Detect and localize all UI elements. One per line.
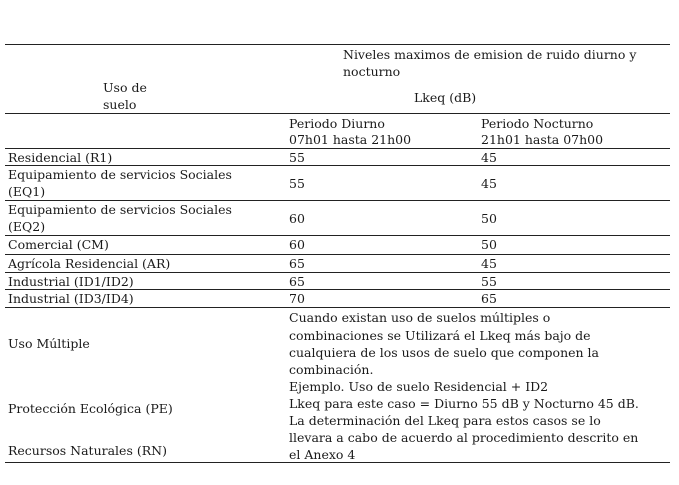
header-niveles-1: Niveles maximos de emision de ruido diurno y <box>343 47 637 62</box>
header-niveles-2: nocturno <box>343 64 401 79</box>
multi-note-line: Ejemplo. Uso de suelo Residencial + ID2 <box>289 379 549 394</box>
multi-note-line: Lkeq para este caso = Diurno 55 dB y Nocturno 45 dB. <box>289 396 639 411</box>
header-lkeq: Lkeq (dB) <box>414 90 477 105</box>
row-uso: Comercial (CM) <box>8 237 109 252</box>
header-uso-de-suelo-2: suelo <box>103 97 137 112</box>
multi-note-line: Cuando existan uso de suelos múltiples o <box>289 310 551 325</box>
row-nocturno: 45 <box>481 256 497 271</box>
proteccion-ecologica-label: Protección Ecológica (PE) <box>8 401 173 416</box>
row-nocturno: 45 <box>481 150 497 165</box>
row-nocturno: 55 <box>481 274 497 289</box>
row-uso: Industrial (ID1/ID2) <box>8 274 134 289</box>
header-nocturno-2: 21h01 hasta 07h00 <box>481 132 604 147</box>
header-nocturno-1: Periodo Nocturno <box>481 116 594 131</box>
row-diurno: 65 <box>289 274 305 289</box>
row-diurno: 65 <box>289 256 305 271</box>
row-nocturno: 45 <box>481 176 497 191</box>
row-uso: Agrícola Residencial (AR) <box>8 256 171 271</box>
multi-note-line: combinación. <box>289 362 374 377</box>
row-diurno: 55 <box>289 150 305 165</box>
header-uso-de-suelo-1: Uso de <box>103 80 147 95</box>
row-diurno: 60 <box>289 237 305 252</box>
multi-note-line: La determinación del Lkeq para estos casos se lo <box>289 413 601 428</box>
row-nocturno: 50 <box>481 237 497 252</box>
rule-row-8 <box>5 307 670 308</box>
row-nocturno: 65 <box>481 291 497 306</box>
row-diurno: 55 <box>289 176 305 191</box>
row-uso: Industrial (ID3/ID4) <box>8 291 134 306</box>
row-uso: Residencial (R1) <box>8 150 113 165</box>
row-nocturno: 50 <box>481 211 497 226</box>
rule-header <box>5 113 670 114</box>
row-diurno: 60 <box>289 211 305 226</box>
multi-note-line: llevara a cabo de acuerdo al procedimiento descrito en <box>289 430 639 445</box>
row-diurno: 70 <box>289 291 305 306</box>
row-uso-line1: Equipamiento de servicios Sociales <box>8 202 232 217</box>
row-uso-line2: (EQ1) <box>8 184 46 199</box>
multi-note-line: cualquiera de los usos de suelo que componen la <box>289 345 599 360</box>
row-uso-line2: (EQ2) <box>8 219 46 234</box>
rule-top <box>5 44 670 45</box>
multi-note-line: combinaciones se Utilizará el Lkeq más bajo de <box>289 328 591 343</box>
multi-note-line: el Anexo 4 <box>289 447 356 462</box>
uso-multiple-label: Uso Múltiple <box>8 336 90 351</box>
row-uso-line1: Equipamiento de servicios Sociales <box>8 167 232 182</box>
header-diurno-1: Periodo Diurno <box>289 116 385 131</box>
recursos-naturales-label: Recursos Naturales (RN) <box>8 443 167 458</box>
header-diurno-2: 07h01 hasta 21h00 <box>289 132 412 147</box>
